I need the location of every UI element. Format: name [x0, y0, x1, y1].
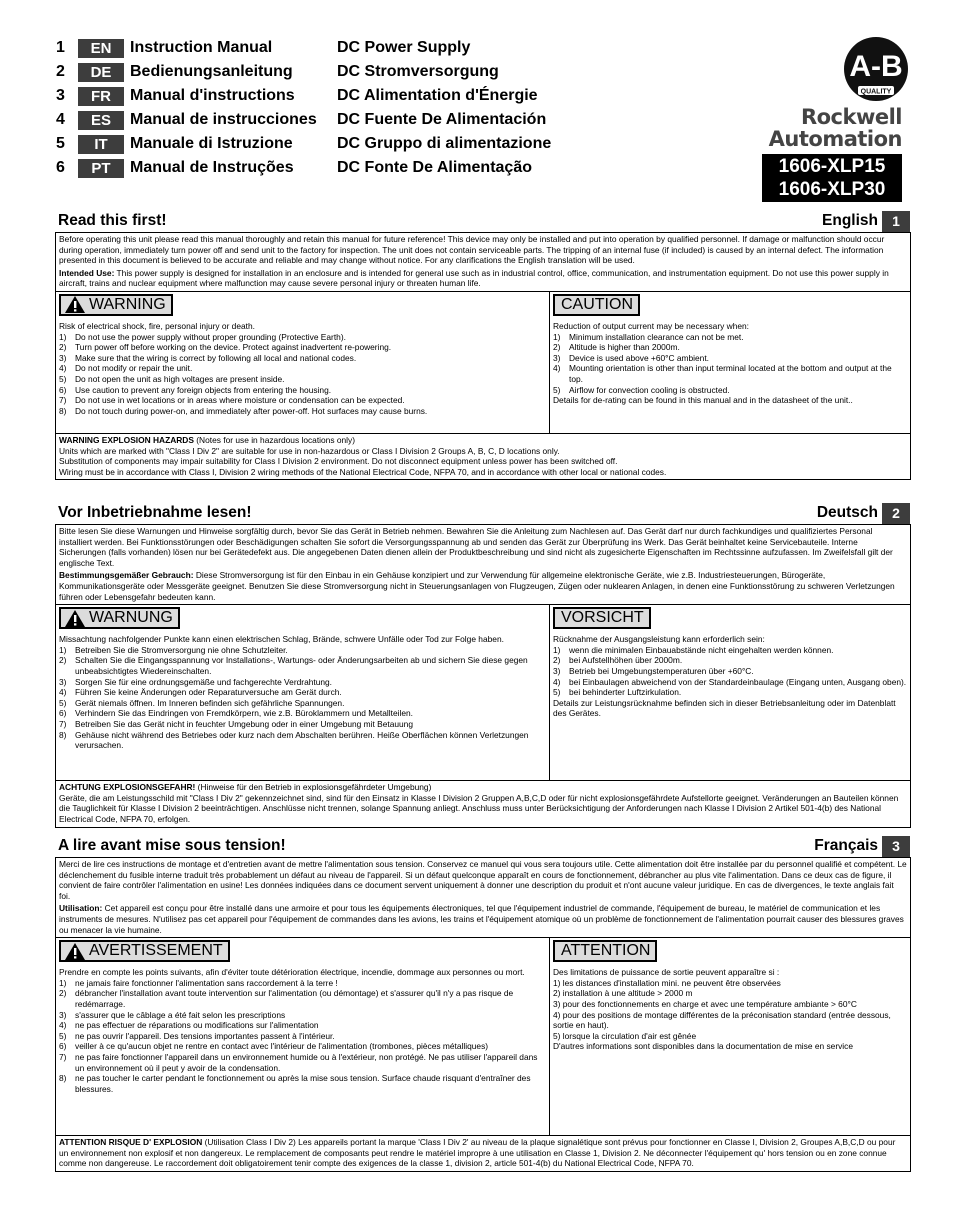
- warning-caution-columns: [56, 938, 910, 1136]
- explosion-hazard-note: [56, 1136, 910, 1171]
- intended-use-text: Cet appareil est conçu pour être installé dans une armoire et pour tous les équipements électroniques, tel que l'équipement industriel de commande, l'équipement de bureau, le matériel de communication et les instruments de mesures. N'utilisez pas cet appareil pour l'équipement de commandes dans les avions, les trains et l'équipement atomique où un problème de fonctionnement de l'alimentation pourrait causer des blessures graves ou menacer la vie humaine.: [59, 903, 904, 935]
- language-row: [56, 36, 551, 60]
- warning-caution-columns: [56, 605, 910, 781]
- warning-label: WARNING: [89, 295, 166, 313]
- caution-panel: [550, 292, 910, 433]
- product-title: DC Stromversorgung: [337, 63, 499, 80]
- item-text: Betreiben Sie die Stromversorgung nie ohne Schutzleiter.: [75, 644, 288, 655]
- model-numbers: [762, 154, 902, 202]
- caution-label: VORSICHT: [561, 608, 644, 626]
- item-number: 5): [553, 687, 561, 698]
- caution-item: 5) lorsque la circulation d'air est gênée: [553, 1030, 697, 1041]
- brand-line-2: Automation: [768, 127, 902, 151]
- section-box: [55, 232, 911, 480]
- warning-caution-columns: [56, 292, 910, 434]
- product-title: DC Power Supply: [337, 39, 471, 56]
- caution-item: 3) pour des fonctionnements en charge et avec une température ambiante > 60°C: [553, 998, 857, 1009]
- caution-outro: Details for de-rating can be found in this manual and in the datasheet of the unit..: [553, 395, 853, 406]
- warning-item: [59, 645, 546, 656]
- item-number: 1): [553, 331, 561, 342]
- item-text: wenn die minimalen Einbauabstände nicht eingehalten werden können.: [569, 644, 834, 655]
- warning-item: [59, 978, 546, 989]
- language-code-badge: PT: [78, 159, 124, 178]
- language-number: 2: [56, 63, 65, 80]
- caution-item: [553, 666, 907, 677]
- item-text: Gerät niemals öffnen. Im Inneren befinden sich gefährliche Spannungen.: [75, 697, 345, 708]
- intended-use-text: This power supply is designed for installation in an enclosure and is intended for general use such as in industrial control, office, communication, and instrumentation equipment. Do not use this power supply in aircraft, trains and nuclear equipment where malfunction may cause severe personal injury or threaten human life.: [59, 267, 889, 289]
- brand-wordmark: [752, 106, 902, 150]
- warning-item: [59, 1052, 546, 1073]
- intended-use-text: Diese Stromversorgung ist für den Einbau in ein Gehäuse konzipiert und zur Verwendung für allgemeine elektronische Geräte, wie z.B. Industriesteuerungen, Bürogeräte, Kommunikationsgeräte oder Messgeräte geeignet. Benutzen Sie diese Stromversorgung nicht in Steuerungsanlagen von Flugzeugen, Zügen oder nuklearen Anlagen, in denen eine Funktionsstörung zu schweren Verletzungen führen oder Lebensgefahr bedeuten kann.: [59, 570, 895, 602]
- brand-line-1: Rockwell: [800, 105, 902, 129]
- warning-item: [59, 1041, 546, 1052]
- section-language: Français: [814, 837, 878, 854]
- explosion-text: (Hinweise für den Betrieb in explosionsgefährdeter Umgebung): [195, 782, 432, 793]
- item-text: Turn power off before working on the device. Protect against inadvertent re-powering.: [75, 342, 392, 353]
- explosion-label: ACHTUNG EXPLOSIONSGEFAHR!: [59, 782, 196, 793]
- language-row: [56, 156, 551, 180]
- item-number: 6): [59, 708, 67, 719]
- item-number: 1): [59, 644, 67, 655]
- item-text: bei Einbaulagen abweichend von der Standardeinbaulage (Eingang unten, Ausgang oben).: [569, 676, 907, 687]
- warning-item: [59, 374, 546, 385]
- caution-panel: [550, 938, 910, 1135]
- manual-title: Manual de Instruções: [130, 159, 294, 176]
- model-2: 1606-XLP30: [778, 179, 886, 200]
- item-number: 4): [553, 363, 561, 374]
- language-number: 3: [56, 87, 65, 104]
- item-number: 3): [59, 1009, 67, 1020]
- item-text: ne pas ouvrir l'appareil. Des tensions importantes passent à l'intérieur.: [75, 1030, 335, 1041]
- item-number: 2): [553, 342, 561, 353]
- explosion-label: WARNING EXPLOSION HAZARDS: [59, 434, 194, 445]
- explosion-label: ATTENTION RISQUE D' EXPLOSION: [59, 1137, 203, 1148]
- intro-text: Merci de lire ces instructions de montage et d'entretien avant de mettre l'alimentation sous tension. Conservez ce manuel qui vous sera toujours utile. Cette alimentation doit être installée par du personnel qualifié et compétent. Le déclenchement du fusible interne traduit très probablement un défaut au niveau de l'appareil. Si un défaut quelconque apparaît en cours de fonctionnement, débrancher au plus vite l'alimentation. Dans ce deux cas de figure, il convient de faire contrôler l'alimentation en usine! Les données indiquées dans ce document servent uniquement à donner une description du produit et n'ont aucune valeur juridique. En cas de divergences, le texte anglais fait foi.: [59, 859, 907, 901]
- caution-label-box: [553, 607, 651, 629]
- caution-intro: Reduction of output current may be necessary when:: [553, 320, 749, 331]
- item-text: s'assurer que le câblage a été fait selon les prescriptions: [75, 1009, 286, 1020]
- product-title: DC Alimentation d'Énergie: [337, 87, 538, 104]
- item-number: 5): [59, 373, 67, 384]
- item-text: Minimum installation clearance can not be met.: [569, 331, 744, 342]
- language-number: 1: [56, 39, 65, 56]
- item-text: Altitude is higher than 2000m.: [569, 342, 680, 353]
- warning-panel: [56, 938, 550, 1135]
- item-number: 6): [59, 1041, 67, 1052]
- explosion-note-line: Units which are marked with "Class I Div 2" are suitable for use in non-hazardous or Class I Division 2 Groups A, B, C, D locations only.: [59, 445, 560, 456]
- language-code-badge: EN: [78, 39, 124, 58]
- item-number: 5): [59, 697, 67, 708]
- intro-text: Before operating this unit please read this manual thoroughly and retain this manual for future reference! This device may only be installed and put into operation by qualified personnel. If damage or malfunction should occur during operation, immediately turn power off and send unit to the factory for inspection. The unit does not contain serviceable parts. The tripping of an internal fuse (if included) is caused by an internal defect. The information presented in this document is believed to be accurate and reliable and may change without notice. For any clarifications the English translation will be used.: [59, 234, 885, 266]
- warning-intro: Risk of electrical shock, fire, personal injury or death.: [59, 320, 255, 331]
- language-number: 4: [56, 111, 65, 128]
- warning-item: [59, 1031, 546, 1042]
- language-number: 6: [56, 159, 65, 176]
- warning-intro: Prendre en compte les points suivants, afin d'éviter toute détérioration électrique, incendie, dommage aux personnes ou mort.: [59, 967, 525, 978]
- item-text: ne pas toucher le carter pendant le fonctionnement ou après la mise sous tension. Surface chaude risquant d'entraîner des blessures.: [75, 1073, 531, 1094]
- item-text: Betrieb bei Umgebungstemperaturen über +60°C.: [569, 665, 754, 676]
- product-title: DC Gruppo di alimentazione: [337, 135, 552, 152]
- item-text: Airflow for convection cooling is obstructed.: [569, 384, 730, 395]
- section-header: [56, 837, 910, 857]
- item-number: 4): [59, 687, 67, 698]
- item-number: 2): [59, 655, 67, 666]
- item-text: ne jamais faire fonctionner l'alimentation sans raccordement à la terre !: [75, 977, 338, 988]
- explosion-heading: [59, 435, 907, 446]
- explosion-heading: [59, 1137, 907, 1169]
- warning-item: [59, 1010, 546, 1021]
- warning-item: [59, 698, 546, 709]
- item-number: 1): [59, 331, 67, 342]
- item-text: Use caution to prevent any foreign objects from entering the housing.: [75, 384, 332, 395]
- intro-block: [56, 525, 910, 605]
- caution-label: CAUTION: [561, 295, 633, 313]
- warning-label: AVERTISSEMENT: [89, 941, 223, 959]
- warning-item: [59, 363, 546, 374]
- item-number: 4): [59, 363, 67, 374]
- item-text: bei behinderter Luftzirkulation.: [569, 687, 682, 698]
- warning-panel: [56, 292, 550, 433]
- explosion-hazard-note: [56, 434, 910, 479]
- warning-item: [59, 332, 546, 343]
- language-row: [56, 60, 551, 84]
- language-row: [56, 132, 551, 156]
- intended-use: [59, 268, 907, 289]
- logo-text: A-B: [849, 50, 903, 83]
- item-text: ne pas effectuer de réparations ou modifications sur l'alimentation: [75, 1020, 319, 1031]
- item-number: 3): [553, 352, 561, 363]
- item-number: 2): [59, 988, 67, 999]
- caution-item: [553, 342, 907, 353]
- intro-block: [56, 858, 910, 938]
- item-text: Do not use in wet locations or in areas where moisture or condensation can be expected.: [75, 395, 405, 406]
- section-title: A lire avant mise sous tension!: [58, 837, 286, 854]
- warning-triangle-icon: [64, 295, 86, 314]
- item-text: Do not modify or repair the unit.: [75, 363, 193, 374]
- item-text: Schalten Sie die Eingangsspannung vor Installations-, Wartungs- oder Änderungsarbeiten ab und sichern Sie diese gegen unbeabsichtigtes Wiedereinschalten.: [75, 655, 528, 676]
- caution-item: [553, 353, 907, 364]
- warning-label: WARNUNG: [89, 608, 173, 626]
- item-number: 1): [553, 644, 561, 655]
- item-number: 4): [59, 1020, 67, 1031]
- caution-item: [553, 385, 907, 396]
- caution-item: [553, 332, 907, 343]
- intro-block: [56, 233, 910, 292]
- item-text: Do not touch during power-on, and immediately after power-off. Hot surfaces may cause burns.: [75, 405, 428, 416]
- item-number: 5): [553, 384, 561, 395]
- manual-title: Manual d'instructions: [130, 87, 295, 104]
- item-text: Device is used above +60°C ambient.: [569, 352, 709, 363]
- item-text: Make sure that the wiring is correct by following all local and national codes.: [75, 352, 357, 363]
- manual-title: Manual de instrucciones: [130, 111, 317, 128]
- item-text: débrancher l'installation avant toute intervention sur l'alimentation (ou démontage) et s'assurer qu'il n'y a pas risque de redémarrage.: [75, 988, 514, 1009]
- language-code-badge: FR: [78, 87, 124, 106]
- language-code-badge: IT: [78, 135, 124, 154]
- caution-panel: [550, 605, 910, 780]
- item-number: 1): [59, 977, 67, 988]
- intended-use: [59, 570, 907, 602]
- item-number: 8): [59, 1073, 67, 1084]
- explosion-note-line: Wiring must be in accordance with Class I, Division 2 wiring methods of the National Electrical Code, NFPA 70, and in accordance with other local or national codes.: [59, 466, 667, 477]
- warning-item: [59, 677, 546, 688]
- warning-item: [59, 655, 546, 676]
- warning-triangle-icon: [64, 942, 86, 961]
- section-header: [56, 504, 910, 524]
- section-number-badge: 2: [882, 503, 910, 524]
- section-language: Deutsch: [816, 504, 878, 521]
- item-number: 7): [59, 395, 67, 406]
- caution-item: [553, 645, 907, 656]
- section-number-badge: 3: [882, 836, 910, 857]
- item-number: 7): [59, 718, 67, 729]
- language-index: [56, 36, 551, 180]
- manual-title: Manuale di Istruzione: [130, 135, 293, 152]
- caution-item: [553, 363, 907, 384]
- item-number: 3): [59, 676, 67, 687]
- intro-text: Bitte lesen Sie diese Warnungen und Hinweise sorgfältig durch, bevor Sie das Gerät in Betrieb nehmen. Bewahren Sie die Anleitung zum Nachlesen auf. Das Gerät darf nur durch fachkundiges und qualifiziertes Personal installiert werden. Bei Funktionsstörungen oder Beschädigungen schalten Sie sofort die Versorgungsspannung ab und senden das Gerät zur Überprüfung ins Werk. Das Gerät beinhaltet keine Servicebauteile. Interne Sicherungen (falls vorhanden) lösen nur bei Gerätedefekt aus. Die angegebenen Daten dienen allein der Produktbeschreibung und sind nicht als zugesicherte Eigenschaften im Rechtssinne aufzufassen. Im Zweifelsfall gilt der englische Text.: [59, 526, 893, 568]
- warning-item: [59, 1073, 546, 1094]
- section-title: Read this first!: [58, 212, 167, 229]
- warning-item: [59, 342, 546, 353]
- language-code-badge: ES: [78, 111, 124, 130]
- warning-item: [59, 730, 546, 751]
- language-row: [56, 108, 551, 132]
- item-text: bei Aufstellhöhen über 2000m.: [569, 655, 683, 666]
- allen-bradley-logo: [843, 36, 909, 102]
- caution-item: [553, 655, 907, 666]
- explosion-heading: [59, 782, 907, 793]
- warning-item: [59, 385, 546, 396]
- caution-item: 2) installation à une altitude > 2000 m: [553, 988, 693, 999]
- section-header: [56, 212, 910, 232]
- warning-item: [59, 353, 546, 364]
- warning-triangle-icon: [64, 609, 86, 628]
- language-number: 5: [56, 135, 65, 152]
- intended-use-label: Utilisation:: [59, 903, 103, 914]
- item-number: 5): [59, 1030, 67, 1041]
- warning-item: [59, 687, 546, 698]
- warning-item: [59, 1020, 546, 1031]
- item-number: 2): [553, 655, 561, 666]
- item-number: 3): [59, 352, 67, 363]
- caution-item: 1) les distances d'installation mini. ne peuvent être observées: [553, 977, 781, 988]
- item-text: Betreiben Sie das Gerät nicht in feuchter Umgebung oder in einer Umgebung mit Betauung: [75, 718, 413, 729]
- caution-item: [553, 687, 907, 698]
- item-number: 6): [59, 384, 67, 395]
- warning-label-box: [59, 940, 230, 962]
- item-number: 8): [59, 405, 67, 416]
- intended-use-label: Bestimmungsgemäßer Gebrauch:: [59, 570, 194, 581]
- item-text: Do not use the power supply without proper grounding (Protective Earth).: [75, 331, 346, 342]
- warning-label-box: [59, 607, 180, 629]
- language-row: [56, 84, 551, 108]
- caution-item: 4) pour des positions de montage différentes de la préconisation standard (entrée dessous, sortie en haut).: [553, 1009, 891, 1031]
- section-number-badge: 1: [882, 211, 910, 232]
- item-text: veiller à ce qu'aucun objet ne rentre en contact avec l'intérieur de l'alimentation (trombones, pièces métalliques): [75, 1041, 489, 1052]
- item-text: Mounting orientation is other than input terminal located at the bottom and output at the top.: [569, 363, 892, 384]
- caution-label-box: [553, 294, 640, 316]
- logo-subtext: QUALITY: [860, 88, 892, 96]
- item-text: Sorgen Sie für eine ordnungsgemäße und fachgerechte Verdrahtung.: [75, 676, 333, 687]
- intended-use-label: Intended Use:: [59, 267, 115, 278]
- item-number: 7): [59, 1051, 67, 1062]
- caution-intro: Rücknahme der Ausgangsleistung kann erforderlich sein:: [553, 634, 765, 645]
- warning-panel: [56, 605, 550, 780]
- section-title: Vor Inbetriebnahme lesen!: [58, 504, 252, 521]
- product-title: DC Fonte De Alimentação: [337, 159, 532, 176]
- item-text: Führen Sie keine Änderungen oder Reparaturversuche am Gerät durch.: [75, 687, 342, 698]
- caution-outro: D'autres informations sont disponibles dans la documentation de mise en service: [553, 1041, 854, 1052]
- warning-item: [59, 988, 546, 1009]
- warning-item: [59, 406, 546, 417]
- caution-label-box: [553, 940, 657, 962]
- item-number: 4): [553, 676, 561, 687]
- item-number: 8): [59, 729, 67, 740]
- caution-label: ATTENTION: [561, 941, 651, 959]
- manual-title: Bedienungsanleitung: [130, 63, 293, 80]
- item-number: 2): [59, 342, 67, 353]
- item-text: Gehäuse nicht während des Betriebes oder kurz nach dem Abschalten berühren. Heiße Oberflächen können Verletzungen verursachen.: [75, 729, 529, 751]
- warning-intro: Missachtung nachfolgender Punkte kann einen elektrischen Schlag, Brände, schwere Unfälle oder Tod zur Folge haben.: [59, 634, 504, 645]
- language-code-badge: DE: [78, 63, 124, 82]
- caution-item: [553, 677, 907, 688]
- item-number: 3): [553, 665, 561, 676]
- explosion-text: (Notes for use in hazardous locations only): [193, 434, 356, 445]
- caution-intro: Des limitations de puissance de sortie peuvent apparaître si :: [553, 967, 780, 978]
- item-text: Do not open the unit as high voltages are present inside.: [75, 373, 285, 384]
- warning-item: [59, 719, 546, 730]
- warning-item: [59, 395, 546, 406]
- section-box: [55, 857, 911, 1172]
- intended-use: [59, 903, 907, 935]
- explosion-text: (Utilisation Class I Div 2) Les appareils portant la marque 'Class I Div 2' au niveau de la plaque signalétique sont prévus pour fonctionner en Classe I, Division 2, Groupes A,B,C,D ou pour un environnement non explosif et non dangereux. Le remplacement de composants peut rendre le matériel impropre à une utilisation en Classe 1, Division 2. Ne déconnecter l'équipement qu' hors tension ou en zone connue comme non dangereuse. Le raccordement doit obligatoirement tenir compte des exigences de la classe 1, division 2, article 501-4(b) du National Electrical Code, NFPA 70.: [59, 1137, 896, 1169]
- model-1: 1606-XLP15: [778, 156, 886, 177]
- warning-label-box: [59, 294, 173, 316]
- section-box: [55, 524, 911, 828]
- item-text: ne pas faire fonctionner l'appareil dans un environnement humide ou à l'extérieur, non protégé. Ne pas utiliser l'appareil dans un environnement où il peut y avoir de la condensation.: [75, 1051, 538, 1073]
- item-text: Verhindern Sie das Eindringen von Fremdkörpern, wie z.B. Büroklammern und Metallteilen.: [75, 708, 413, 719]
- product-title: DC Fuente De Alimentación: [337, 111, 547, 128]
- explosion-hazard-note: [56, 781, 910, 826]
- caution-outro: Details zur Leistungsrücknahme befinden sich in dieser Betriebsanleitung oder im Datenblatt des Gerätes.: [553, 697, 896, 719]
- section-language: English: [822, 212, 878, 229]
- explosion-note-line: Geräte, die am Leistungsschild mit "Class I Div 2" gekennzeichnet sind, sind für den Einsatz in Klasse I Division 2 Gruppen A,B,C,D oder für nicht explosionsgefährdete Aufstellorte geeignet. Veränderungen an Bauteilen können die Tauglichkeit für Klasse I Division 2 beeinträchtigen. Anschlüsse nicht trennen, solange Spannung anliegt. Anschluss muss unter Berücksichtigung der Anforderungen nach Klasse I Division 2 Artikel 501-4(b) des National Electrical Code, NFPA 70, erfolgen.: [59, 792, 899, 824]
- explosion-note-line: Substitution of components may impair suitability for Class I Division 2 environment. Do not disconnect equipment unless power has been switched off.: [59, 456, 618, 467]
- manual-title: Instruction Manual: [130, 39, 273, 56]
- warning-item: [59, 708, 546, 719]
